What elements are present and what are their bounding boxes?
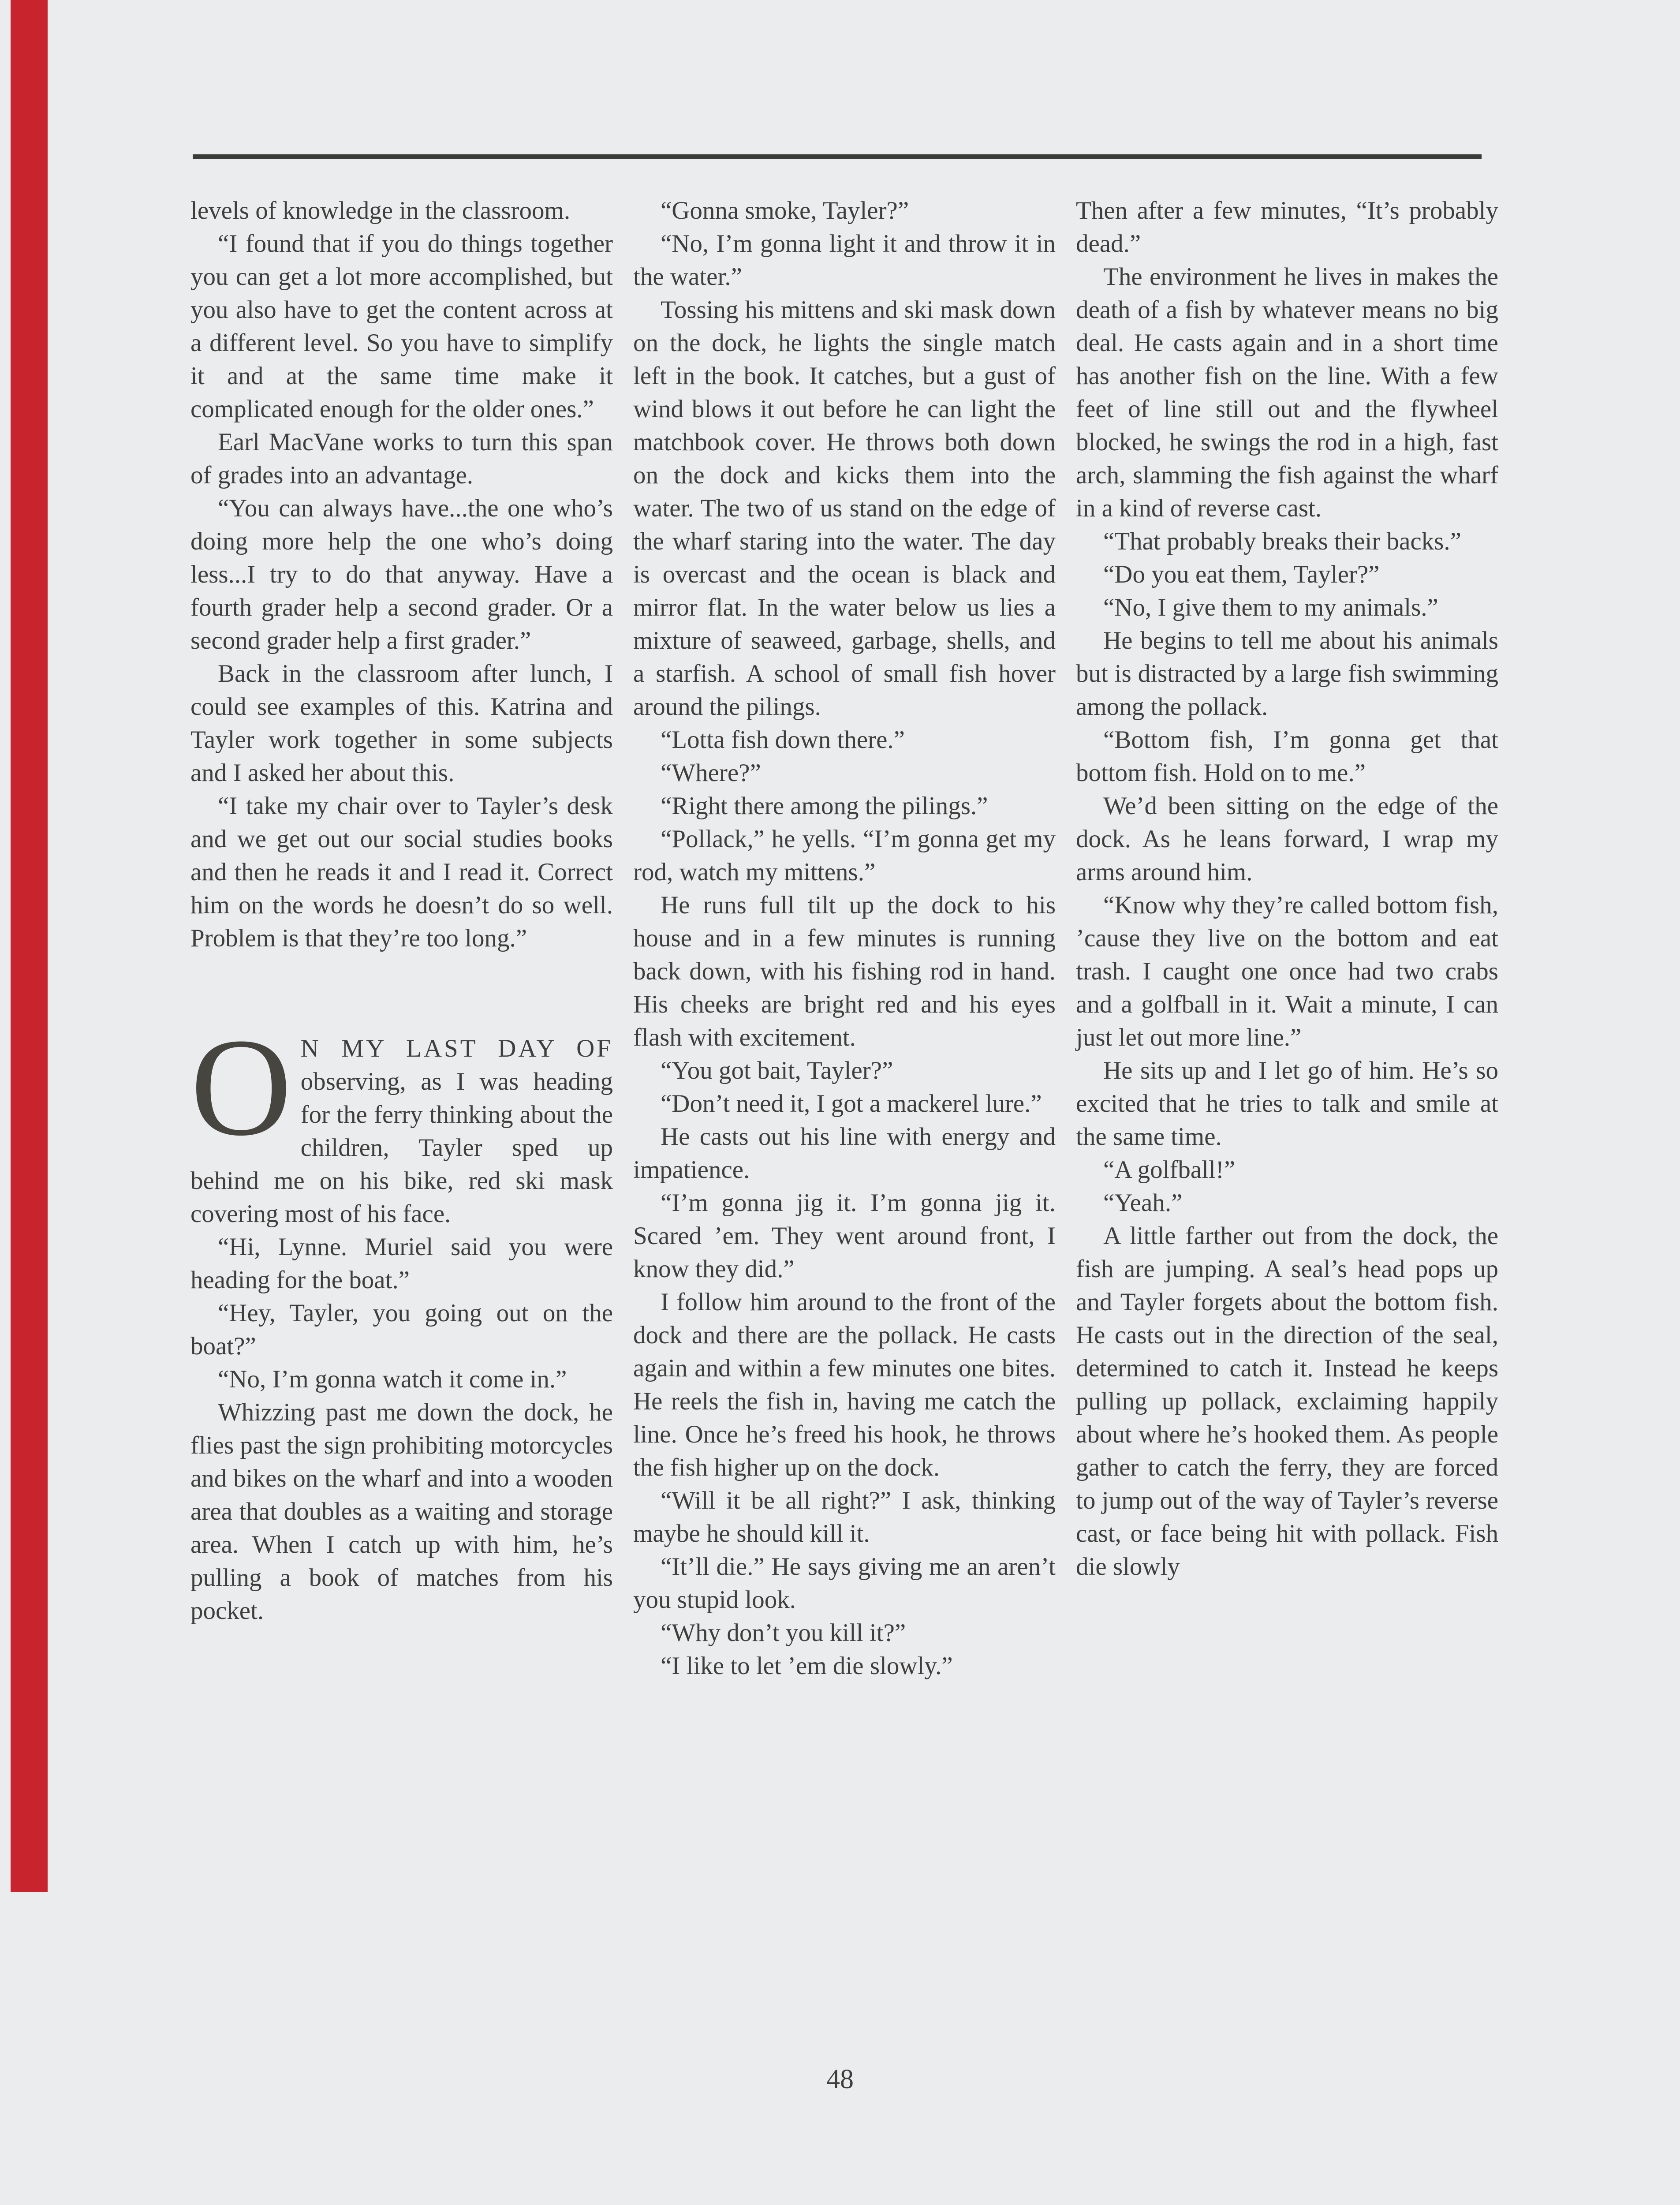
paragraph: Whizzing past me down the dock, he flies past the sign prohibiting motorcycles and bikes on the wharf and into a wooden area that doubles as a waiting and storage area. When I catch up with him, he’s pulling a book of matches from his pocket.: [190, 1398, 613, 1625]
paragraph: Tossing his mittens and ski mask down on the dock, he lights the single match left in the book. It catches, but a gust of wind blows it out before he can light the matchbook cover. He throws both down on the dock and kicks them into the water. The two of us stand on the edge of the wharf staring into the water. The day is overcast and the ocean is black and mirror flat. In the water below us lies a mixture of seaweed, garbage, shells, and a starfish. A school of small fish hover around the pilings.: [633, 296, 1056, 721]
paragraph: “Do you eat them, Tayler?”: [1103, 561, 1380, 588]
paragraph: We’d been sitting on the edge of the dock. As he leans forward, I wrap my arms around him.: [1076, 792, 1498, 886]
left-margin-red-band: [11, 0, 48, 1892]
paragraph: “Hey, Tayler, you going out on the boat?”: [190, 1299, 613, 1360]
paragraph: “Why don’t you kill it?”: [661, 1619, 906, 1647]
text-column-1: [190, 194, 613, 1627]
paragraph: Back in the classroom after lunch, I could see examples of this. Katrina and Tayler work together in some subjects and I asked her about this.: [190, 660, 613, 787]
paragraph: Earl MacVane works to turn this span of grades into an advantage.: [190, 428, 613, 489]
paragraph: “No, I give them to my animals.”: [1103, 594, 1438, 621]
header-rule: [193, 154, 1482, 159]
dropcap-letter: O: [190, 1009, 292, 1165]
paragraph: “Will it be all right?” I ask, thinking maybe he should kill it.: [633, 1487, 1056, 1547]
text-column-3: [1076, 194, 1498, 1583]
paragraph: He sits up and I let go of him. He’s so excited that he tries to talk and smile at the same time.: [1076, 1057, 1498, 1151]
paragraph: He runs full tilt up the dock to his house and in a few minutes is running back down, with his fishing rod in hand. His cheeks are bright red and his eyes flash with excitement.: [633, 891, 1056, 1051]
paragraph: I follow him around to the front of the dock and there are the pollack. He casts again and within a few minutes one bites. He reels the fish in, having me catch the line. Once he’s freed his hook, he throws the fish higher up on the dock.: [633, 1288, 1056, 1481]
paragraph: “No, I’m gonna light it and throw it in the water.”: [633, 230, 1056, 291]
paragraph: “Know why they’re called bottom fish, ’cause they live on the bottom and eat trash. I caught one once had two crabs and a golfball in it. Wait a minute, I can just let out more line.”: [1076, 891, 1498, 1051]
paragraph: “Hi, Lynne. Muriel said you were heading for the boat.”: [190, 1233, 613, 1294]
paragraph: Then after a few minutes, “It’s probably dead.”: [1076, 197, 1498, 258]
paragraph: “Bottom fish, I’m gonna get that bottom fish. Hold on to me.”: [1076, 726, 1498, 787]
paragraph: “Right there among the pilings.”: [661, 792, 988, 820]
paragraph: “You got bait, Tayler?”: [661, 1057, 893, 1084]
paragraph: “That probably breaks their backs.”: [1103, 527, 1461, 555]
paragraph: “No, I’m gonna watch it come in.”: [218, 1365, 567, 1393]
paragraph: “Pollack,” he yells. “I’m gonna get my rod, watch my mittens.”: [633, 825, 1056, 886]
paragraph: “I’m gonna jig it. I’m gonna jig it. Scared ’em. They went around front, I know they did.”: [633, 1189, 1056, 1283]
paragraph: A little farther out from the dock, the fish are jumping. A seal’s head pops up and Tayler forgets about the bottom fish. He casts out in the direction of the seal, determined to catch it. Instead he keeps pulling up pollack, exclaiming happily about where he’s hooked them. As people gather to catch the ferry, they are forced to jump out of the way of Tayler’s reverse cast, or face being hit with pollack. Fish die slowly: [1076, 1222, 1498, 1581]
paragraph: He begins to tell me about his animals but is distracted by a large fish swimming among the pollack.: [1076, 627, 1498, 721]
paragraph: “A golfball!”: [1103, 1156, 1236, 1184]
paragraph: “I like to let ’em die slowly.”: [661, 1652, 953, 1680]
paragraph: O N MY LAST DAY OF observing, as I was heading for the ferry thinking about the children, Tayler sped up behind me on his bike, red ski mask covering most of his face.: [190, 1009, 613, 1228]
paragraph: “Lotta fish down there.”: [661, 726, 905, 754]
paragraph: “You can always have...the one who’s doing more help the one who’s doing less...I try to do that anyway. Have a fourth grader help a second grader. Or a second grader help a first grader.”: [190, 494, 613, 654]
section-lead-caps: N MY LAST DAY OF: [300, 1035, 613, 1062]
paragraph: “Where?”: [661, 759, 761, 787]
paragraph: “Gonna smoke, Tayler?”: [661, 197, 909, 224]
paragraph: “Don’t need it, I got a mackerel lure.”: [661, 1090, 1042, 1117]
paragraph: “I found that if you do things together you can get a lot more accomplished, but you also have to get the content across at a different level. So you have to simplify it and at the same time make it complicated enough for the older ones.”: [190, 230, 613, 423]
paragraph: “Yeah.”: [1103, 1189, 1183, 1217]
paragraph: The environment he lives in makes the death of a fish by whatever means no big deal. He casts again and in a short time has another fish on the line. With a few feet of line still out and the flywheel blocked, he swings the rod in a high, fast arch, slamming the fish against the wharf in a kind of reverse cast.: [1076, 263, 1498, 522]
page-number: 48: [826, 2064, 854, 2094]
paragraph: “It’ll die.” He says giving me an aren’t you stupid look.: [633, 1553, 1056, 1614]
paragraph: levels of knowledge in the classroom.: [190, 197, 571, 224]
paragraph: He casts out his line with energy and impatience.: [633, 1123, 1056, 1184]
text-column-2: [633, 194, 1056, 1682]
paragraph: “I take my chair over to Tayler’s desk and we get out our social studies books and then he reads it and I read it. Correct him on the words he doesn’t do so well. Problem is that they’re too long.”: [190, 792, 613, 952]
